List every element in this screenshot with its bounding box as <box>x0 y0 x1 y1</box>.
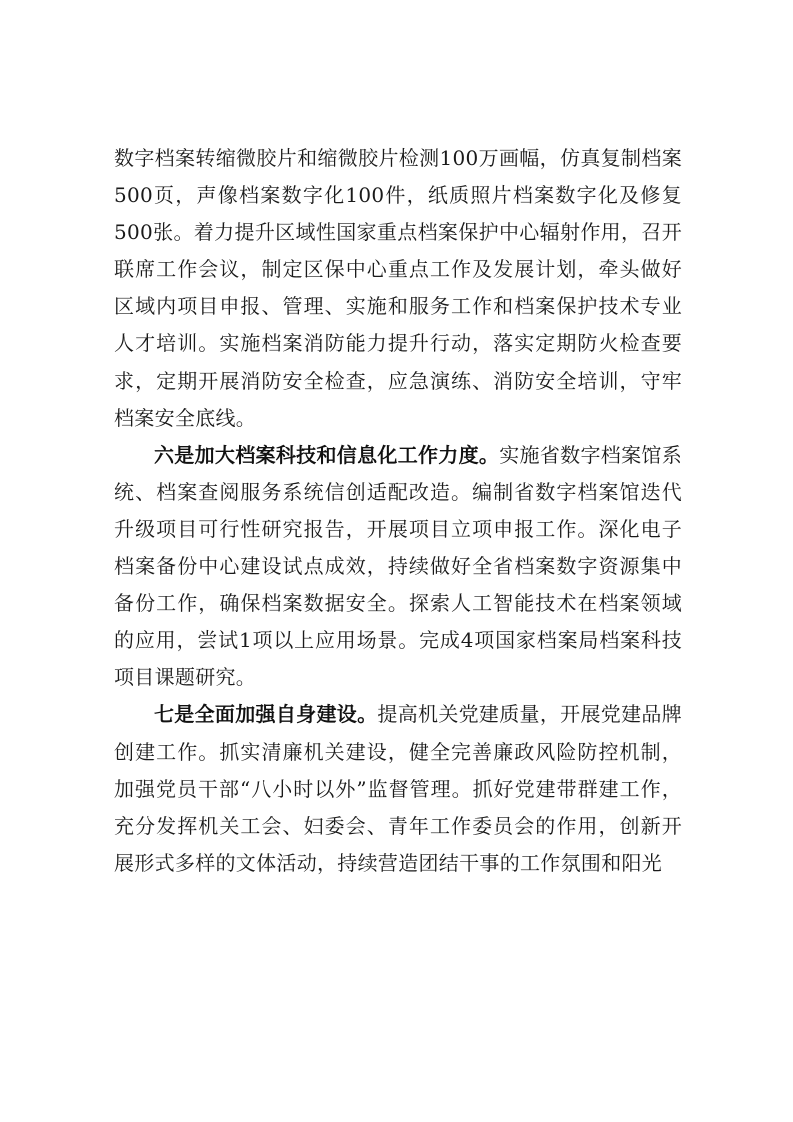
paragraph-1-text: 数字档案转缩微胶片和缩微胶片检测100万画幅，仿真复制档案500页，声像档案数字化100件，纸质照片档案数字化及修复500张。着力提升区域性国家重点档案保护中心辐射作用，召开联席工作会议，制定区保中心重点工作及发展计划，牵头做好区域内项目申报、管理、实施和服务工作和档案保护技术专业人才培训。实施档案消防能力提升行动，落实定期防火检查要求，定期开展消防安全检查，应急演练、消防安全培训，守牢档案安全底线。 <box>114 146 682 430</box>
paragraph-3-heading: 七是全面加强自身建设。 <box>154 702 378 727</box>
paragraph-3 <box>114 696 682 881</box>
paragraph-1 <box>114 140 682 437</box>
document-body <box>114 140 682 882</box>
paragraph-3-text: 提高机关党建质量，开展党建品牌创建工作。抓实清廉机关建设，健全完善廉政风险防控机制，加强党员干部“八小时以外”监督管理。抓好党建带群建工作，充分发挥机关工会、妇委会、青年工作委员会的作用，创新开展形式多样的文体活动，持续营造团结干事的工作氛围和阳光 <box>114 702 682 875</box>
paragraph-2 <box>114 437 682 697</box>
paragraph-2-text: 实施省数字档案馆系统、档案查阅服务系统信创适配改造。编制省数字档案馆迭代升级项目可行性研究报告，开展项目立项申报工作。深化电子档案备份中心建设试点成效，持续做好全省档案数字资源集中备份工作，确保档案数据安全。探索人工智能技术在档案领域的应用，尝试1项以上应用场景。完成4项国家档案局档案科技项目课题研究。 <box>114 442 682 690</box>
paragraph-2-heading: 六是加大档案科技和信息化工作力度。 <box>154 442 500 467</box>
